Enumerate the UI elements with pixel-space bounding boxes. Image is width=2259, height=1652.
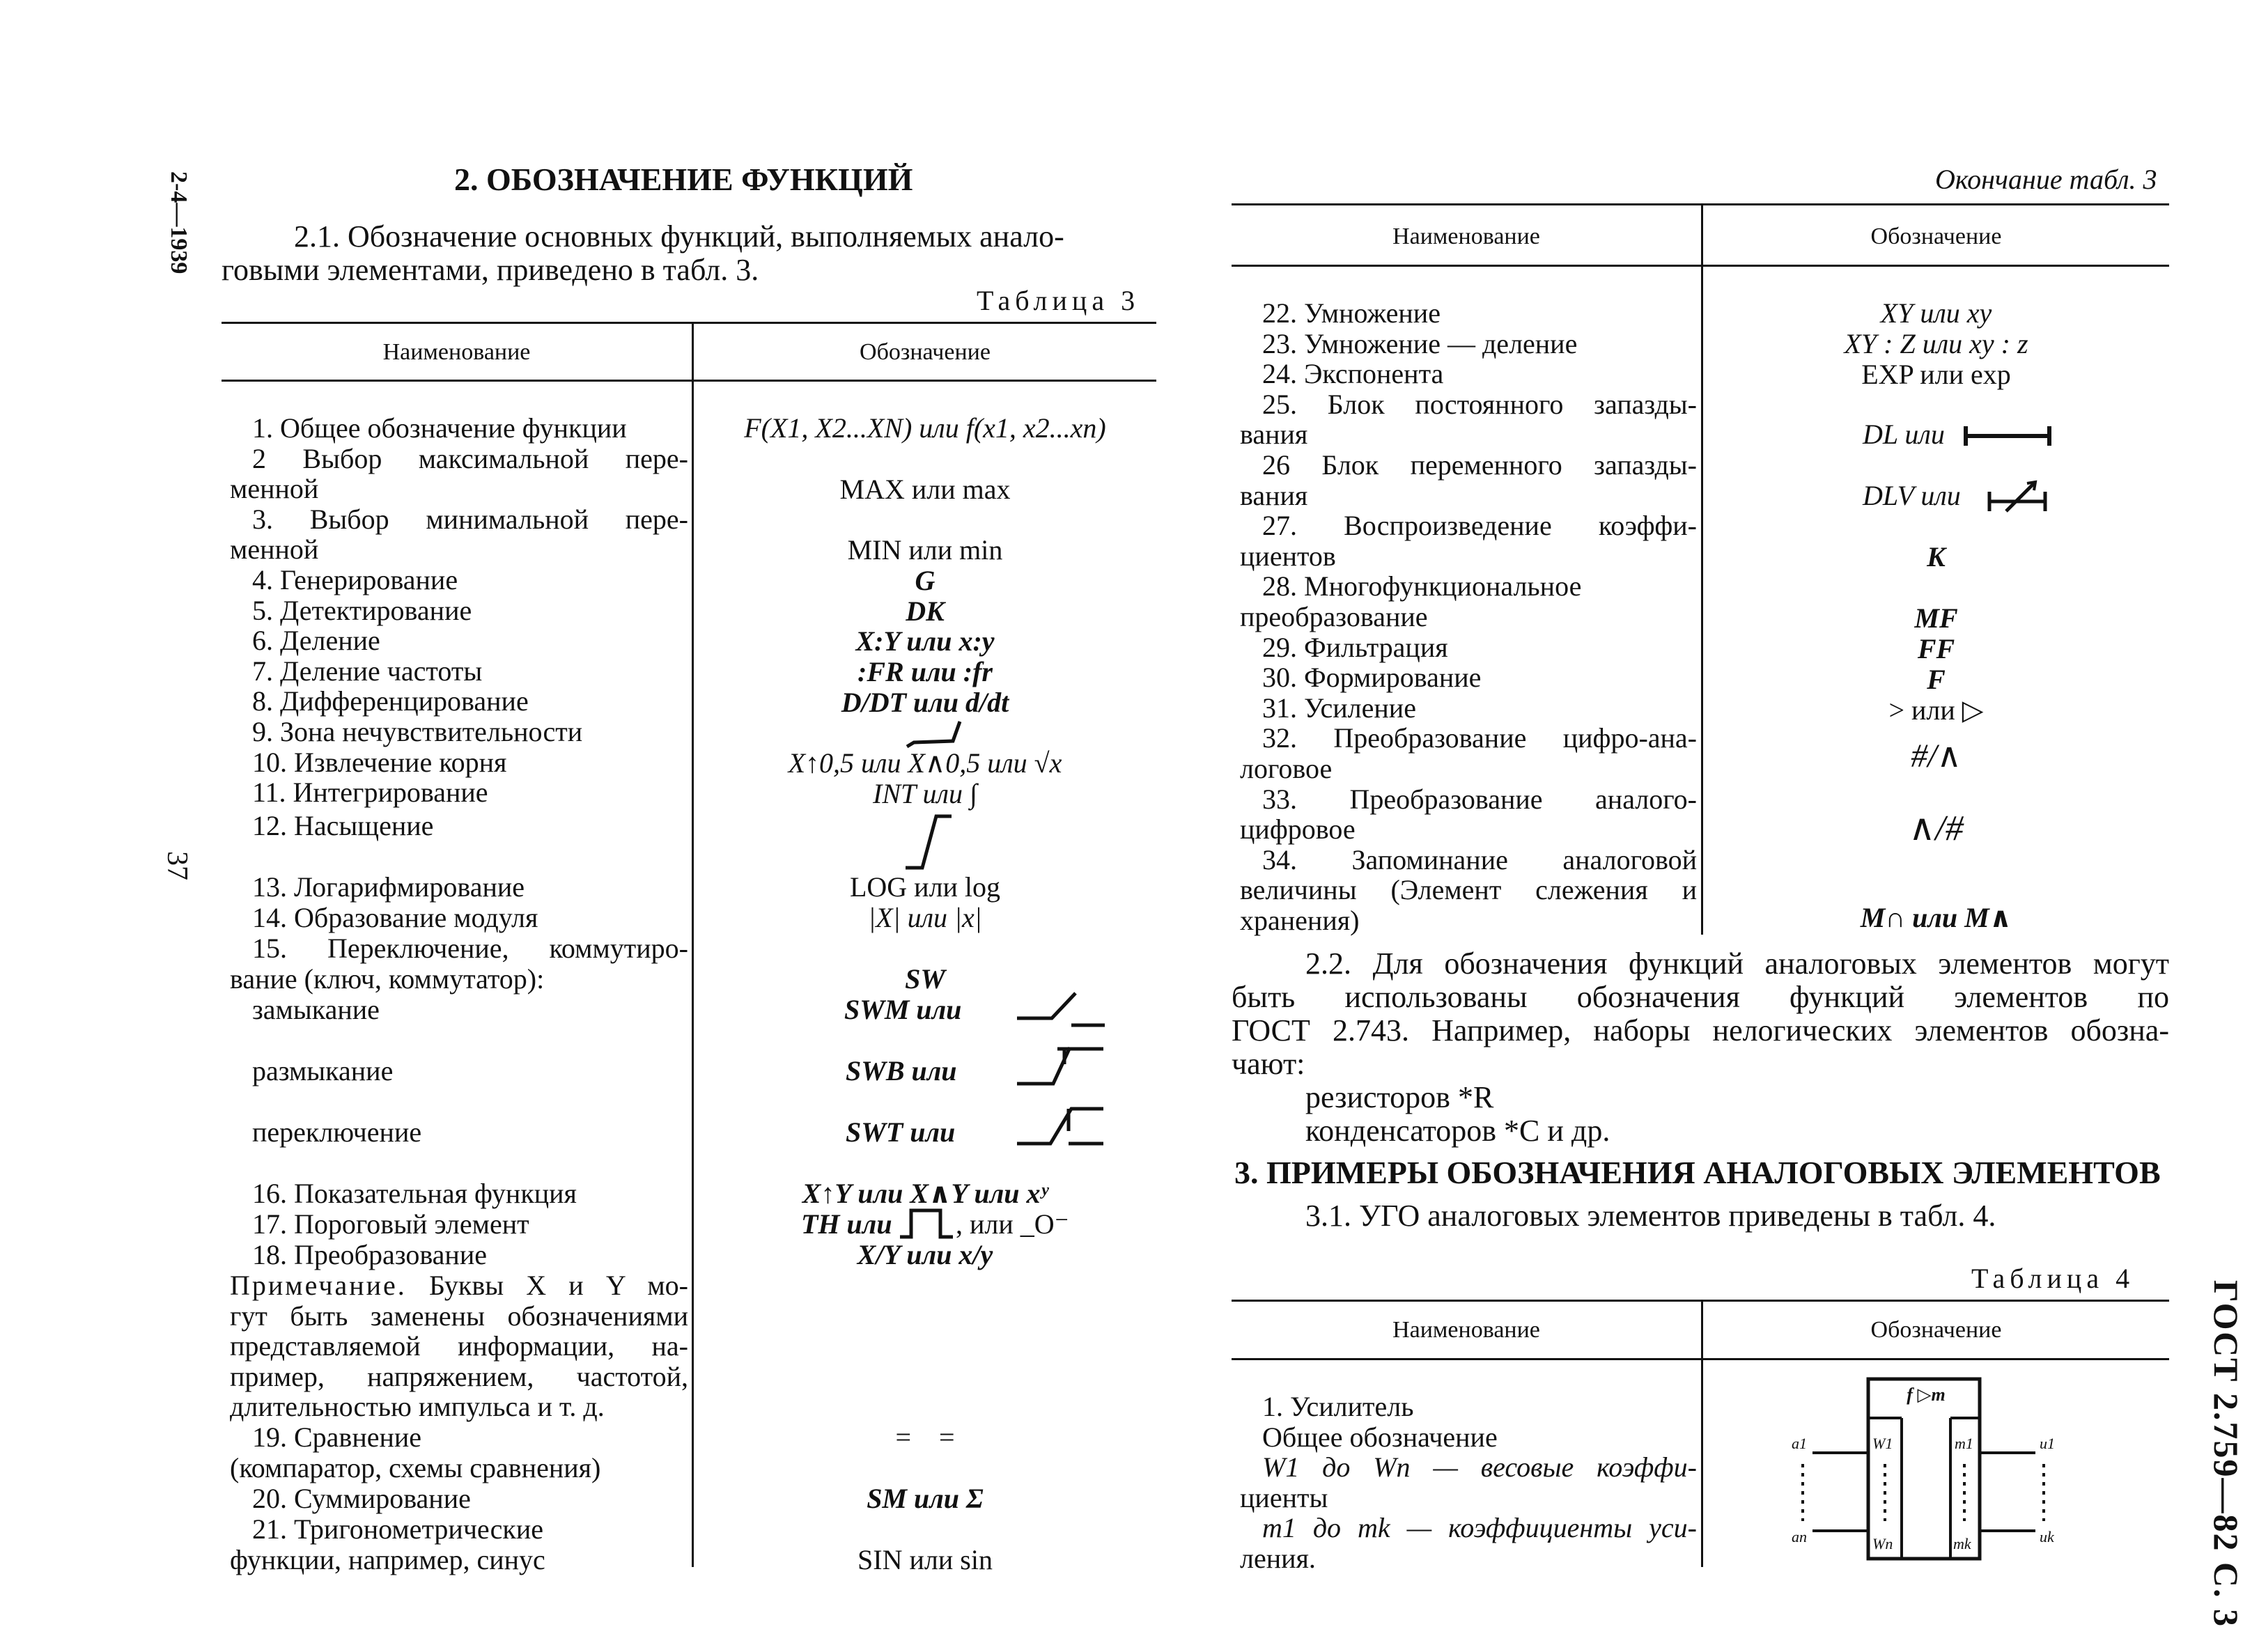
table4-caption: Таблица 4 [1971,1263,2135,1294]
t3e-symbol-24: EXP или exp [1861,359,2011,390]
amp-weight-w1: W1 [1872,1435,1893,1452]
amp-function-label: f ▷m [1907,1385,1946,1405]
t3-name-6: 6. Деление [252,625,380,657]
t3-symbol-close: SWM или [844,994,962,1025]
t3-symbol-18: X/Y или x/y [857,1239,993,1270]
section3-title: 3. ПРИМЕРЫ ОБОЗНАЧЕНИЯ АНАЛОГОВЫХ ЭЛЕМЕНТОВ [1234,1155,2161,1190]
t3-name-16: 16. Показательная функция [252,1178,577,1209]
constant-delay-icon [1963,423,2054,449]
t3-symbol-7: :FR или :fr [857,656,993,687]
table4-header-rule [1232,1358,2169,1360]
t3e-symbol-34: M∩ или M∧ [1860,902,2012,933]
amp-output-uk: uk [2040,1528,2054,1545]
t3e-symbol-26: DLV или [1863,480,1961,511]
t3-name-15-close: замыкание [252,994,380,1025]
table4-col-name-header: Наименование [1392,1317,1540,1343]
t3-symbol-open: SWB или [846,1055,957,1086]
t3e-symbol-29: FF [1917,633,1955,664]
table3-header-rule [222,380,1156,382]
para-2-2-line5: резисторов *R [1305,1080,1494,1114]
t3e-name-22: 22. Умножение [1262,297,1441,329]
t3-name-18: 18. Преобразование [252,1239,487,1270]
t3-note-line1 [230,1270,688,1301]
table3-top-rule [222,322,1156,324]
t3-symbol-16: X↑Y или X∧Y или xʸ [802,1178,1048,1209]
t3e-name-31: 31. Усиление [1262,692,1416,724]
t3e-name-33b: цифровое [1240,813,1356,846]
t3-name-11: 11. Интегрирование [252,777,488,808]
t3-symbol-4: G [915,565,936,596]
table3-end-names [1240,298,1697,935]
table3-col-symbol-header: Обозначение [860,339,991,365]
t3-symbol-21: SIN или sin [857,1544,993,1575]
amplifier-diagram [1783,1376,2062,1564]
t3e-symbol-22: XY или xy [1880,297,1992,329]
table3-end-col-name-header: Наименование [1392,224,1540,249]
t3e-name-23: 23. Умножение — деление [1262,327,1578,359]
para-2-2-line6: конденсаторов *C и др. [1305,1114,1610,1148]
t3e-name-32b: логовое [1240,752,1333,784]
t3-note-line3: представляемой информации, на- [230,1330,688,1362]
switch-changeover-icon [1016,1103,1106,1149]
t3-name-20: 20. Суммирование [252,1483,471,1514]
table3-col-name-header: Наименование [382,339,531,365]
t4-name-1e: m1 до mk — коэффициенты уси- [1262,1512,1697,1544]
table4-row1-names [1240,1392,1697,1574]
table4-top-rule [1232,1300,2169,1302]
t3e-name-34a: 34. Запоминание аналоговой [1262,843,1697,875]
t3e-name-26a: 26 Блок переменного запазды- [1262,449,1697,481]
t3-name-7: 7. Деление частоты [252,655,483,687]
t3e-symbol-32: #/∧ [1911,738,1962,774]
amp-weight-wn: Wn [1872,1535,1893,1552]
t3-symbol-6: X:Y или x:y [855,625,995,657]
variable-delay-icon [1987,478,2049,514]
t3e-symbol-27: K [1927,541,1946,572]
t3e-name-27a: 27. Воспроизведение коэффи- [1262,510,1697,542]
amp-gain-m1: m1 [1955,1435,1973,1452]
t3-name-2a: 2 Выбор максимальной пере- [252,442,688,474]
t3e-name-32a: 32. Преобразование цифро-ана- [1262,722,1697,754]
table3-end-header-rule [1232,265,2169,267]
section2-title: 2. ОБОЗНАЧЕНИЕ ФУНКЦИЙ [454,162,913,197]
t3-symbol-20: SM или Σ [867,1483,984,1514]
t3-note-text1: Буквы X и Y мо- [428,1270,688,1301]
switch-open-icon [1016,1043,1106,1088]
t3-symbol-5: DK [906,595,945,627]
t4-name-1d: циенты [1240,1481,1328,1513]
switch-close-icon [1016,988,1106,1029]
t3-note-line5: длительностью импульса и т. д. [230,1391,605,1423]
section2-intro-line2: говыми элементами, приведено в табл. 3. [222,253,759,287]
t3-name-4: 4. Генерирование [252,563,458,595]
t3-name-3b: менной [230,533,319,566]
t3-note-line2: гут быть заменены обозначениями [230,1300,688,1332]
amp-output-u1: u1 [2040,1435,2055,1452]
saturation-symbol-icon [903,812,958,871]
t3e-symbol-31: > или ▷ [1888,694,1984,726]
table4-col-symbol-header: Обозначение [1870,1317,2002,1343]
t3-name-21a: 21. Тригонометрические [252,1513,544,1545]
t3-name-19b: (компаратор, схемы сравнения) [230,1452,601,1483]
t3-symbol-15: SW [905,963,945,995]
left-margin-code: 2-4—1939 [166,171,192,274]
t3e-name-34b: величины (Элемент слежения и [1240,874,1697,906]
t3e-symbol-28: MF [1914,602,1958,634]
threshold-symbol-icon [899,1206,954,1241]
t3-symbol-17a: TH или [801,1208,892,1240]
t3-symbol-3: MIN или min [847,534,1003,566]
t3-note [230,1270,688,1422]
t3-name-13: 13. Логарифмирование [252,871,525,903]
t4-name-1: 1. Усилитель [1262,1391,1414,1422]
t4-name-1b: Общее обозначение [1262,1421,1498,1453]
amp-gain-mk: mk [1953,1535,1971,1552]
t3-symbol-8: D/DT или d/dt [841,687,1009,718]
t3-symbol-10: X↑0,5 или X∧0,5 или √x [788,747,1062,779]
section3-intro: 3.1. УГО аналоговых элементов приведены в табл. 4. [1305,1199,1996,1233]
t3e-name-33a: 33. Преобразование аналого- [1262,783,1697,815]
t3-name-3a: 3. Выбор минимальной пере- [252,503,688,535]
table3-column-divider [692,322,694,1567]
t3-note-label: Примечание. [230,1270,407,1301]
t3-name-1: 1. Общее обозначение функции [252,412,627,444]
t3e-name-29: 29. Фильтрация [1262,631,1448,663]
t3-name-15-open: размыкание [252,1055,394,1086]
amp-input-a1: a1 [1792,1435,1807,1452]
para-2-2 [1232,947,2169,1148]
amp-input-an: an [1792,1528,1807,1545]
section2-intro-line1: 2.1. Обозначение основных функций, выполняемых анало- [294,219,1064,254]
table3-names [230,413,688,777]
t3-name-2b: менной [230,473,319,505]
t3-symbol-11: INT или ∫ [873,778,977,809]
t3-name-15-switch: переключение [252,1116,422,1148]
t3-name-21b: функции, например, синус [230,1544,545,1575]
t3e-name-24: 24. Экспонента [1262,358,1444,390]
t3e-symbol-33: ∧/# [1909,809,1964,848]
table3-caption: Таблица 3 [977,285,1140,316]
table3-end-col-symbol-header: Обозначение [1870,224,2002,249]
t3e-name-26b: вания [1240,479,1308,511]
t3-name-15b: вание (ключ, коммутатор): [230,963,545,995]
t3-name-5: 5. Детектирование [252,594,472,626]
t3-name-14: 14. Образование модуля [252,902,538,933]
t3-name-12: 12. Насыщение [252,810,434,841]
right-margin-gost: ГОСТ 2.759—82 С. 3 [2207,1280,2246,1628]
para-2-2-line4: чают: [1232,1047,1305,1081]
t3-name-8: 8. Дифференцирование [252,685,529,717]
t3-note-line4: пример, напряжением, частотой, [230,1360,688,1392]
t3e-symbol-23: XY : Z или xy : z [1844,328,2028,359]
t4-name-1c: W1 до Wn — весовые коэффи- [1262,1451,1697,1483]
left-margin-page-number: 37 [161,851,193,880]
t3-name-9: 9. Зона нечувствительности [252,715,583,747]
t3e-name-25a: 25. Блок постоянного запазды- [1262,388,1697,420]
t3-name-15a: 15. Переключение, коммутиро- [252,933,688,964]
t3e-name-30: 30. Формирование [1262,662,1482,694]
t3-name-19: 19. Сравнение [252,1421,422,1453]
t3-name-17: 17. Пороговый элемент [252,1208,529,1240]
table3-end-caption: Окончание табл. 3 [1935,164,2157,195]
t3e-name-27b: циентов [1240,540,1336,572]
t3-symbol-1: F(X1, X2...XN) или f(x1, x2...xn) [744,412,1106,444]
t3-symbol-14: |X| или |x| [868,902,982,933]
t3e-symbol-25: DL или [1863,419,1945,450]
para-2-2-line1: 2.2. Для обозначения функций аналоговых элементов могут [1305,946,2169,981]
para-2-2-line2: быть использованы обозначения функций элементов по [1232,980,2169,1014]
dead-zone-symbol-icon [904,717,967,751]
t3-symbol-13: LOG или log [849,871,1001,903]
t3-symbol-17b: , или _O⁻ [956,1208,1069,1240]
t3-symbol-switch: SWT или [846,1116,956,1148]
t3-symbol-19: = = [895,1421,955,1453]
table3-end-top-rule [1232,203,2169,205]
t3-name-10: 10. Извлечение корня [252,746,507,778]
para-2-2-line3: ГОСТ 2.743. Например, наборы нелогических элементов обозна- [1232,1013,2169,1047]
t3e-name-28a: 28. Многофункциональное [1262,570,1582,602]
t3e-name-34c: хранения) [1240,904,1360,936]
t3e-name-25b: вания [1240,419,1308,451]
t3e-symbol-30: F [1927,664,1946,695]
t3-symbol-2: MAX или max [839,474,1011,505]
t3e-name-28b: преобразование [1240,600,1428,632]
t4-name-1f: ления. [1240,1542,1316,1574]
